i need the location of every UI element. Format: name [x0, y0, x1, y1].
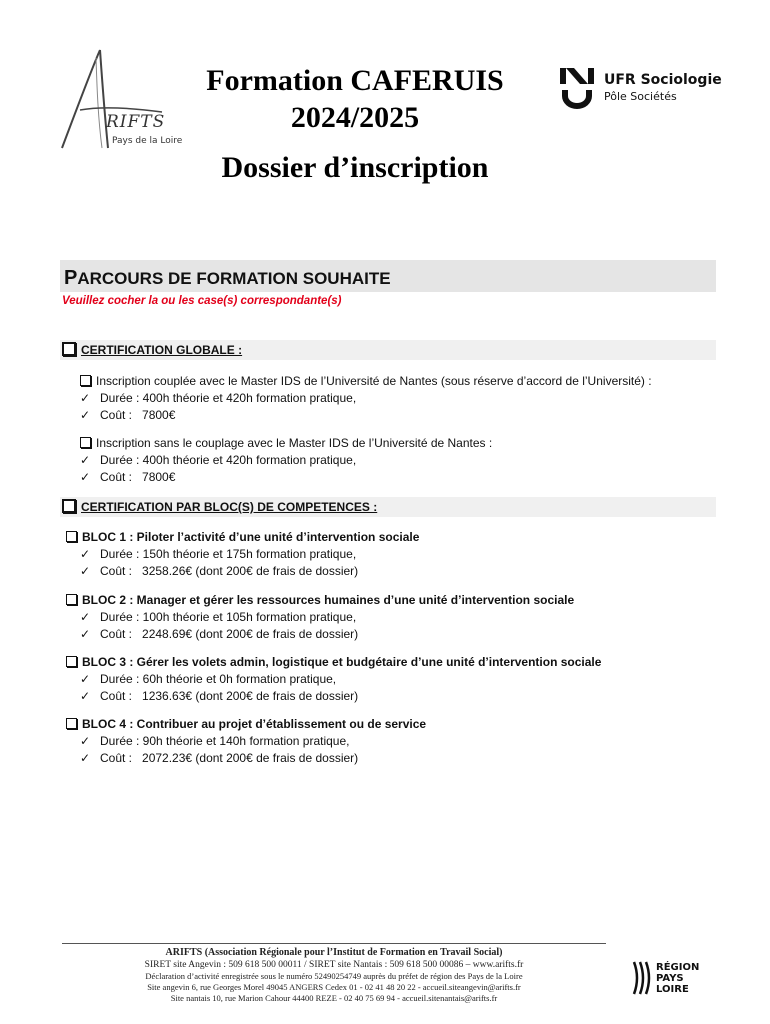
option-sans-couplage-checkbox[interactable]: [80, 437, 91, 448]
check-icon: ✓: [80, 689, 91, 703]
option-couplee: [80, 374, 652, 388]
option-couplee-cout: [80, 408, 175, 422]
check-icon: ✓: [80, 751, 91, 765]
title-formation: Formation CAFERUIS: [206, 64, 504, 97]
option-couplee-duree-text: Durée : 400h théorie et 420h formation pratique,: [100, 391, 357, 405]
bloc-2-duree-text: Durée : 100h théorie et 105h formation pratique,: [100, 610, 357, 624]
bloc-2-cout-text: Coût : 2248.69€ (dont 200€ de frais de dossier): [100, 627, 359, 641]
bloc-2-checkbox[interactable]: [66, 594, 77, 605]
check-icon: ✓: [80, 470, 91, 484]
instruction-text: Veuillez cocher la ou les case(s) correspondante(s): [62, 295, 342, 307]
footer-site-nantais: Site nantais 10, rue Marion Cahour 44400 REZE - 02 40 75 69 94 - accueil.sitenantais@arifts.fr: [170, 993, 498, 1003]
arifts-logo-text: RIFTS: [106, 112, 166, 132]
ufr-logo-sub: Pôle Sociétés: [604, 90, 677, 103]
check-icon: ✓: [80, 408, 91, 422]
ufr-logo-name: UFR Sociologie: [604, 72, 722, 88]
footer-declaration: Déclaration d’activité enregistrée sous le numéro 52490254749 auprès du préfet de région des Pays de la Loire: [145, 971, 523, 981]
option-sans-couplage-cout-text: Coût : 7800€: [100, 470, 176, 484]
footer-association: ARIFTS (Association Régionale pour l’Institut de Formation en Travail Social): [165, 947, 503, 958]
check-icon: ✓: [80, 734, 91, 748]
title-dossier: Dossier d’inscription: [221, 151, 489, 184]
option-sans-couplage-duree-text: Durée : 400h théorie et 420h formation pratique,: [100, 453, 357, 467]
check-icon: ✓: [80, 564, 91, 578]
section-title-rest: ARCOURS DE FORMATION SOUHAITE: [77, 269, 391, 288]
check-icon: ✓: [80, 627, 91, 641]
bloc-3-cout: [80, 689, 358, 703]
bloc-1-checkbox[interactable]: [66, 531, 77, 542]
check-icon: ✓: [80, 453, 91, 467]
title-year: 2024/2025: [290, 101, 420, 134]
bloc-1-duree: [80, 547, 356, 561]
option-couplee-label: Inscription couplée avec le Master IDS de l’Université de Nantes (sous réserve d’accord de l’Université) :: [96, 374, 652, 388]
bloc-1-cout-text: Coût : 3258.26€ (dont 200€ de frais de dossier): [100, 564, 359, 578]
region-logo-mark-icon: [632, 960, 652, 996]
section-header: [60, 260, 716, 292]
arifts-logo: [52, 48, 182, 158]
arifts-logo-region: Pays de la Loire: [112, 136, 183, 146]
bloc-3-checkbox[interactable]: [66, 656, 77, 667]
option-couplee-cout-text: Coût : 7800€: [100, 408, 176, 422]
bloc-4: [66, 717, 426, 731]
region-logo-word-1: RÉGION: [656, 962, 700, 973]
bloc-4-duree: [80, 734, 350, 748]
bloc-1-label: BLOC 1 : Piloter l’activité d’une unité d’intervention sociale: [82, 530, 420, 544]
check-icon: ✓: [80, 672, 91, 686]
region-logo-word-2: PAYS: [656, 973, 684, 984]
bloc-4-duree-text: Durée : 90h théorie et 140h formation pratique,: [100, 734, 350, 748]
certification-blocs-header: [60, 497, 716, 517]
section-title-initial: P: [64, 267, 78, 289]
certification-blocs-heading: [62, 499, 377, 514]
footer-divider: [62, 943, 606, 944]
option-couplee-checkbox[interactable]: [80, 375, 91, 386]
bloc-3-duree-text: Durée : 60h théorie et 0h formation pratique,: [100, 672, 337, 686]
bloc-4-cout-text: Coût : 2072.23€ (dont 200€ de frais de dossier): [100, 751, 359, 765]
check-icon: ✓: [80, 547, 91, 561]
option-sans-couplage-duree: [80, 453, 356, 467]
ufr-sociologie-logo: [560, 68, 722, 112]
option-sans-couplage-cout: [80, 470, 175, 484]
certification-globale-heading: [62, 342, 242, 357]
region-pays-de-la-loire-logo: [632, 960, 712, 1000]
bloc-2: [66, 593, 574, 607]
document-title: [190, 62, 520, 188]
bloc-3-label: BLOC 3 : Gérer les volets admin, logistique et budgétaire d’une unité d’intervention sociale: [82, 655, 602, 669]
bloc-4-cout: [80, 751, 358, 765]
check-icon: ✓: [80, 610, 91, 624]
footer-site-angevin: Site angevin 6, rue Georges Morel 49045 ANGERS Cedex 01 - 02 41 48 20 22 - accueil.siteangevin@arifts.fr: [147, 982, 521, 992]
bloc-1-duree-text: Durée : 150h théorie et 175h formation pratique,: [100, 547, 357, 561]
certification-globale-label: CERTIFICATION GLOBALE :: [81, 343, 243, 357]
certification-blocs-checkbox[interactable]: [62, 499, 76, 513]
footer: [62, 946, 606, 1004]
bloc-3-cout-text: Coût : 1236.63€ (dont 200€ de frais de dossier): [100, 689, 359, 703]
bloc-2-cout: [80, 627, 358, 641]
nantes-university-mark-icon: [560, 68, 594, 110]
check-icon: ✓: [80, 391, 91, 405]
certification-globale-checkbox[interactable]: [62, 342, 76, 356]
footer-siret: SIRET site Angevin : 509 618 500 00011 / SIRET site Nantais : 509 618 500 00086 – www.arifts.fr: [144, 960, 524, 970]
certification-globale-header: [60, 340, 716, 360]
bloc-2-duree: [80, 610, 356, 624]
bloc-3-duree: [80, 672, 336, 686]
bloc-4-checkbox[interactable]: [66, 718, 77, 729]
bloc-1-cout: [80, 564, 358, 578]
certification-blocs-label: CERTIFICATION PAR BLOC(S) DE COMPETENCES :: [81, 500, 378, 514]
bloc-2-label: BLOC 2 : Manager et gérer les ressources humaines d’une unité d’intervention sociale: [82, 593, 575, 607]
option-couplee-duree: [80, 391, 356, 405]
bloc-3: [66, 655, 601, 669]
bloc-1: [66, 530, 419, 544]
option-sans-couplage: [80, 436, 492, 450]
section-title: [64, 267, 391, 290]
bloc-4-label: BLOC 4 : Contribuer au projet d’établissement ou de service: [82, 717, 427, 731]
region-logo-word-3: LOIRE: [656, 984, 689, 995]
option-sans-couplage-label: Inscription sans le couplage avec le Master IDS de l’Université de Nantes :: [96, 436, 493, 450]
